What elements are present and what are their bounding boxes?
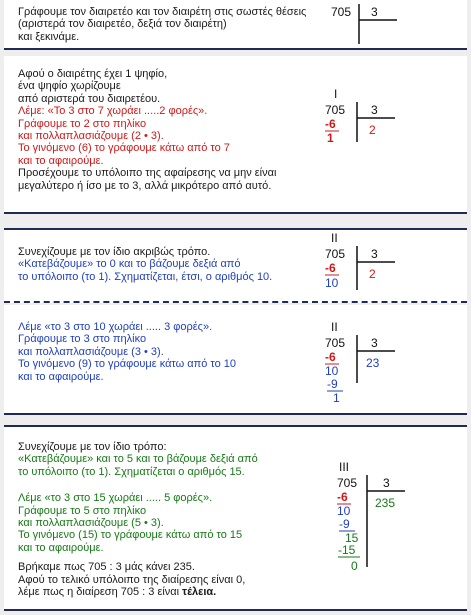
dividend: 705: [325, 103, 346, 117]
text-line: «Κατεβάζουμε» το 0 και το βάζουμε δεξιά από: [18, 258, 241, 271]
subtrahend: -6: [325, 350, 336, 364]
subtrahend: -6: [325, 261, 336, 275]
step-5-text: [18, 441, 313, 598]
text-line: το υπόλοιπο (το 1). Σχηματίζεται, έτσι, ο αριθμός 10.: [18, 270, 273, 283]
text-line: Γράφουμε τον διαιρετέο και τον διαιρέτη στις σωστές θέσεις: [18, 6, 307, 18]
digit-tick: II: [331, 320, 338, 334]
text-line: το υπόλοιπο (το 1). Σχηματίζεται ο αριθμός 15.: [18, 465, 245, 478]
remainder: 0: [351, 559, 358, 573]
dividend: 705: [325, 247, 346, 261]
text-line: Γράφουμε το 5 στο πηλίκο: [18, 504, 147, 517]
dividend: 705: [331, 5, 352, 19]
subtrahend: -15: [338, 543, 356, 557]
text-line: Το γινόμενο (9) το γράφουμε κάτω από το 10: [18, 358, 236, 371]
text-line: Προσέχουμε το υπόλοιπο της αφαίρεσης να μην είναι: [18, 167, 277, 180]
text-line: και το αφαιρούμε.: [18, 541, 104, 554]
text-line: Γράφουμε το 2 στο πηλίκο: [18, 117, 147, 130]
text-line: και πολλαπλασιάζουμε (5 • 3).: [18, 517, 164, 530]
step-4-panel: [4, 305, 467, 415]
final-bold: τέλεια.: [182, 586, 217, 599]
quotient: 23: [366, 356, 380, 370]
remainder: 10: [325, 276, 339, 290]
remainder: 1: [333, 391, 340, 405]
text-line: Συνεχίζουμε με τον ίδιο ακριβώς τρόπο.: [18, 246, 211, 258]
step-3-panel: [4, 228, 467, 303]
division-svg-2: [309, 87, 409, 160]
text-line: Αφού το τελικό υπόλοιπο της διαίρεσης είναι 0,: [18, 573, 246, 586]
subtrahend: -6: [337, 490, 348, 504]
text-line: Λέμε «το 3 στο 10 χωράει ..... 3 φορές».: [18, 321, 213, 333]
subtrahend: -9: [327, 377, 338, 391]
divisor: 3: [371, 5, 378, 19]
division-svg-4: [309, 320, 409, 413]
divisor: 3: [371, 247, 378, 261]
text-line: από αριστερά του διαιρετέου.: [18, 92, 161, 105]
divisor: 3: [371, 103, 378, 117]
dividend: 705: [337, 476, 358, 490]
digit-tick: II: [331, 231, 338, 245]
step-1-text: [18, 6, 313, 43]
text-line: Αφού ο διαιρέτης έχει 1 ψηφίο,: [18, 68, 168, 80]
text-line: Λέμε: «Το 3 στο 7 χωράει .....2 φορές».: [18, 105, 208, 118]
text-line: Λέμε «το 3 στο 15 χωράει ..... 5 φορές».: [18, 492, 213, 505]
division-svg-5: [309, 460, 409, 583]
text-line: και πολλαπλασιάζουμε (3 • 3).: [18, 345, 164, 358]
text-line: «Κατεβάζουμε» και το 5 και το βάζουμε δεξιά από: [18, 453, 258, 466]
text-line: μεγαλύτερο ή ίσο με το 3, αλλά μικρότερο από αυτό.: [18, 179, 272, 192]
step-4-text: [18, 321, 313, 383]
digit-tick: I: [334, 87, 338, 101]
text-line: Γράφουμε το 3 στο πηλίκο: [18, 333, 147, 346]
text-line: Το γινόμενο (15) το γράφουμε κάτω από το 15: [18, 529, 243, 542]
division-layout-2: [309, 87, 409, 165]
text-line: και πολλαπλασιάζουμε (2 • 3).: [18, 130, 164, 143]
quotient: 235: [375, 496, 396, 510]
remainder: 10: [337, 504, 351, 518]
subtrahend: -9: [339, 517, 350, 531]
remainder: 10: [325, 364, 339, 378]
divisor: 3: [383, 476, 390, 490]
final-prefix: λέμε πως η διαίρεση 705 : 3 είναι: [18, 586, 183, 599]
final-line: [18, 586, 313, 598]
step-1-panel: [4, 0, 467, 50]
text-line: και το αφαιρούμε.: [18, 370, 104, 383]
step-2-panel: [4, 56, 467, 214]
division-svg-3: [309, 231, 409, 304]
division-layout-5: [309, 460, 409, 588]
text-line: Το γινόμενο (6) το γράφουμε κάτω από το 7: [18, 142, 230, 155]
division-layout-1: [309, 4, 409, 53]
step-5-panel: [4, 425, 467, 611]
division-svg-1: [309, 4, 409, 48]
division-layout-3: [309, 231, 409, 309]
text-line: Βρήκαμε πως 705 : 3 μάς κάνει 235.: [18, 561, 195, 574]
divisor: 3: [371, 336, 378, 350]
quotient: 2: [369, 267, 376, 281]
division-layout-4: [309, 320, 409, 418]
digit-tick: III: [339, 460, 350, 474]
dividend: 705: [325, 336, 346, 350]
text-line: Συνεχίζουμε με τον ίδιο τρόπο:: [18, 441, 167, 453]
text-line: και το αφαιρούμε.: [18, 154, 104, 167]
remainder: 1: [327, 131, 334, 145]
text-line: ένα ψηφίο χωρίζουμε: [18, 80, 121, 93]
remainder: 15: [345, 531, 359, 545]
text-line: και ξεκινάμε.: [18, 30, 80, 43]
step-3-text: [18, 246, 313, 283]
subtrahend: -6: [325, 117, 336, 131]
quotient: 2: [369, 123, 376, 137]
step-2-text: [18, 68, 313, 192]
text-line: (αριστερά τον διαιρετέο, δεξιά τον διαιρέτη): [18, 18, 227, 31]
